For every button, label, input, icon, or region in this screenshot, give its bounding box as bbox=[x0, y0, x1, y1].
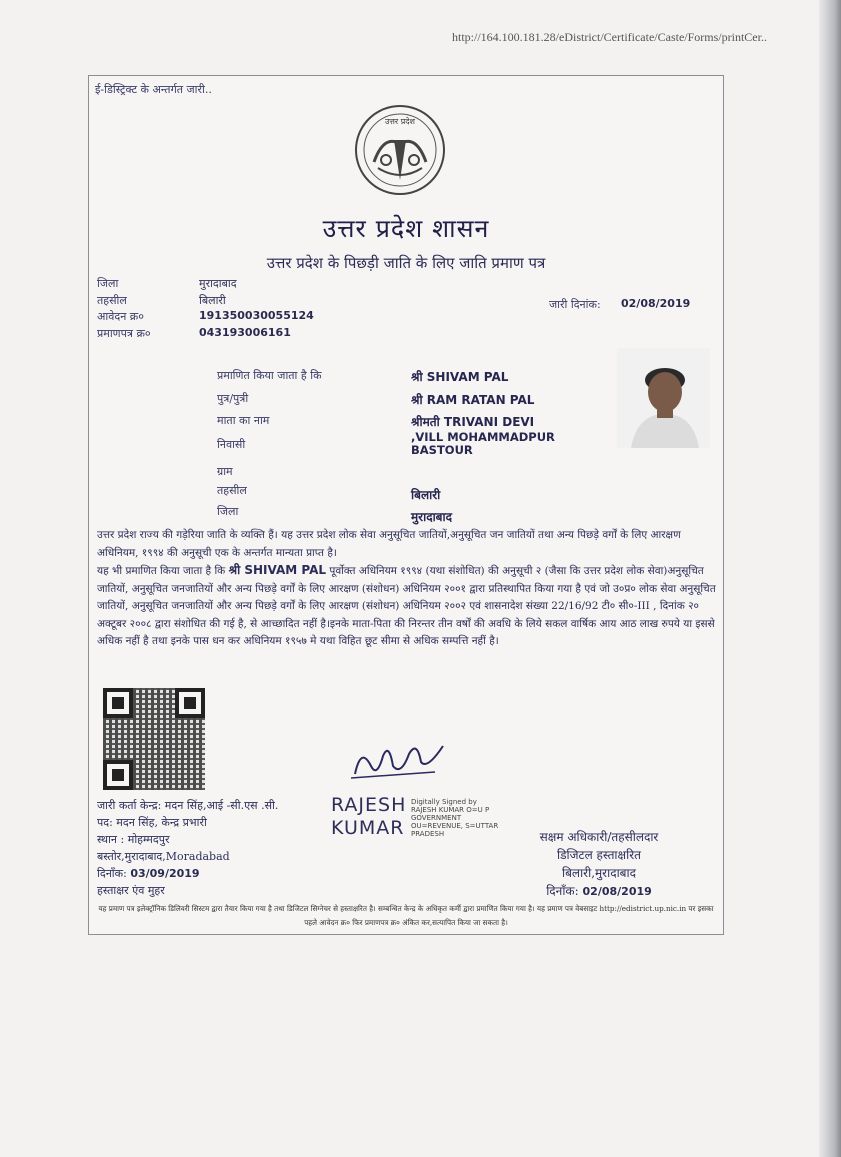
district-value: मुरादाबाद bbox=[199, 277, 237, 290]
issued-under-label: ई-डिस्ट्रिक्ट के अन्तर्गत जारी.. bbox=[95, 83, 212, 96]
applicant-photo bbox=[617, 348, 710, 448]
resident-label: निवासी bbox=[217, 438, 246, 451]
authority-location: बिलारी,मुरादाबाद bbox=[561, 866, 637, 880]
svg-text:उत्तर प्रदेश: उत्तर प्रदेश bbox=[385, 117, 415, 126]
district-row-label: जिला bbox=[217, 505, 239, 518]
tehsil-row-value: बिलारी bbox=[411, 488, 441, 502]
resident-value: ,VILL MOHAMMADPUR BASTOUR bbox=[411, 430, 555, 457]
qr-finder-pattern bbox=[103, 688, 133, 718]
handwritten-signature bbox=[347, 736, 447, 782]
issuer-designation: पद: मदन सिंह, केन्द्र प्रभारी bbox=[97, 816, 207, 829]
district-row-value: मुरादाबाद bbox=[411, 510, 453, 524]
caste-statement: उत्तर प्रदेश राज्य की गड़ेरिया जाति के व्यक्ति हैं। यह उत्तर प्रदेश लोक सेवा अनुसूचित जातियों,अनुसूचित जन जातियों तथा अन्य पिछड़े वर्गों के लिए आरक्षण अधिनियम, १९९४ की अनुसूची एक के अन्तर्गत मान्यता प्राप्त है। bbox=[97, 529, 681, 559]
tehsil-value: बिलारी bbox=[199, 294, 226, 307]
applicant-name: श्री SHIVAM PAL bbox=[411, 370, 509, 384]
page-subtitle: उत्तर प्रदेश के पिछड़ी जाति के लिए जाति प्रमाण पत्र bbox=[266, 254, 546, 272]
tehsil-label: तहसील bbox=[97, 294, 127, 307]
mother-name: श्रीमती TRIVANI DEVI bbox=[411, 415, 535, 429]
state-emblem-seal bbox=[354, 104, 446, 196]
father-name: श्री RAM RATAN PAL bbox=[411, 393, 535, 407]
signer-name-line2: KUMAR bbox=[331, 817, 405, 839]
issuing-center: जारी कर्ता केन्द्र: मदन सिंह,आई -सी.एस .सी. bbox=[97, 799, 279, 812]
signature-and-stamp-label: हस्ताक्षर एंव मुहर bbox=[97, 884, 165, 897]
issuer-place: स्थान : मोहम्मदपुर bbox=[97, 833, 170, 846]
district-label: जिला bbox=[97, 277, 119, 290]
certificate-no-value: 043193006161 bbox=[199, 326, 291, 339]
parent-label: पुत्र/पुत्री bbox=[217, 392, 249, 405]
page-edge-shadow bbox=[819, 0, 841, 1157]
authority-title: सक्षम अधिकारी/तहसीलदार bbox=[539, 830, 659, 844]
qr-finder-pattern bbox=[103, 760, 133, 790]
mother-label: माता का नाम bbox=[217, 414, 270, 427]
village-label: ग्राम bbox=[217, 465, 233, 478]
issuer-date: दिनाँक: 03/09/2019 bbox=[97, 867, 200, 880]
application-no-value: 191350030055124 bbox=[199, 309, 314, 322]
qr-finder-pattern bbox=[175, 688, 205, 718]
eligibility-statement: यह भी प्रमाणित किया जाता है कि श्री SHIVAM PAL पूर्वोक्त अधिनियम १९९४ (यथा संशोधित) की अनुसूची २ (जैसा कि उत्तर प्रदेश लोक सेवा)अनुसूचित जातियों, अनुसूचित जनजातियों और अन्य पिछड़े वर्गों के लिए आरक्षण (संशोधन) अधिनियम २००१ द्वारा प्रतिस्थापित किया गया है एवं जो उ०प्र० लोक सेवा अनुसूचित जातियों, अनुसूचित जनजातियों और अन्य पिछड़े वर्गों के लिए आरक्षण (संशोधन) अधिनियम २००२ एवं शासनादेश संख्या 22/16/92 टी० सी०-III , दिनांक २० अक्टूबर २००८ द्वारा संशोधित की गई है, से आच्छादित नहीं है।इनके माता-पिता की निरन्तर तीन वर्षों की अवधि के लिये सकल वार्षिक आय आठ लाख रुपये या इससे अधिक नहीं है तथा इनके पास धन कर अधिनियम १९५७ मे यथा विहित छूट सीमा से अधिक सम्पत्ति नहीं है। bbox=[97, 563, 716, 647]
issue-date-value: 02/08/2019 bbox=[621, 297, 691, 310]
certified-label: प्रमाणित किया जाता है कि bbox=[217, 369, 322, 382]
authority-date: दिनाँक: 02/08/2019 bbox=[546, 884, 652, 898]
print-url: http://164.100.181.28/eDistrict/Certificate/Caste/Forms/printCer.. bbox=[452, 30, 767, 44]
application-no-label: आवेदन क्र० bbox=[97, 310, 144, 323]
signer-name-line1: RAJESH bbox=[331, 794, 407, 816]
caste-certificate bbox=[88, 75, 724, 935]
tehsil-row-label: तहसील bbox=[217, 484, 247, 497]
verification-note: यह प्रमाण पत्र इलेक्ट्रॉनिक डिलिवरी सिस्टम द्वारा तैयार किया गया है तथा डिजिटल सिग्नेचर से हस्ताक्षरित है। सम्बन्धित केन्द्र के अधिकृत कर्मी द्वारा प्रमाणित किया गया है। यह प्रमाण पत्र वेबसाइट http://edistrict.up.nic.in पर इसका पहले आवेदन क्र० फिर प्रमाणपत्र क्र० अंकित कर,सत्यापित किया जा सकता है। bbox=[98, 904, 714, 927]
certificate-no-label: प्रमाणपत्र क्र० bbox=[97, 327, 151, 340]
issuer-address: बस्तोर,मुरादाबाद,Moradabad bbox=[97, 850, 230, 863]
digital-signature-details: Digitally Signed by RAJESH KUMAR O=U P GOVERNMENT OU=REVENUE, S=UTTAR PRADESH bbox=[411, 798, 499, 838]
issue-date-label: जारी दिनांक: bbox=[549, 298, 601, 311]
authority-digital-signed: डिजिटल हस्ताक्षरित bbox=[557, 848, 641, 862]
page-title: उत्तर प्रदेश शासन bbox=[322, 214, 490, 243]
